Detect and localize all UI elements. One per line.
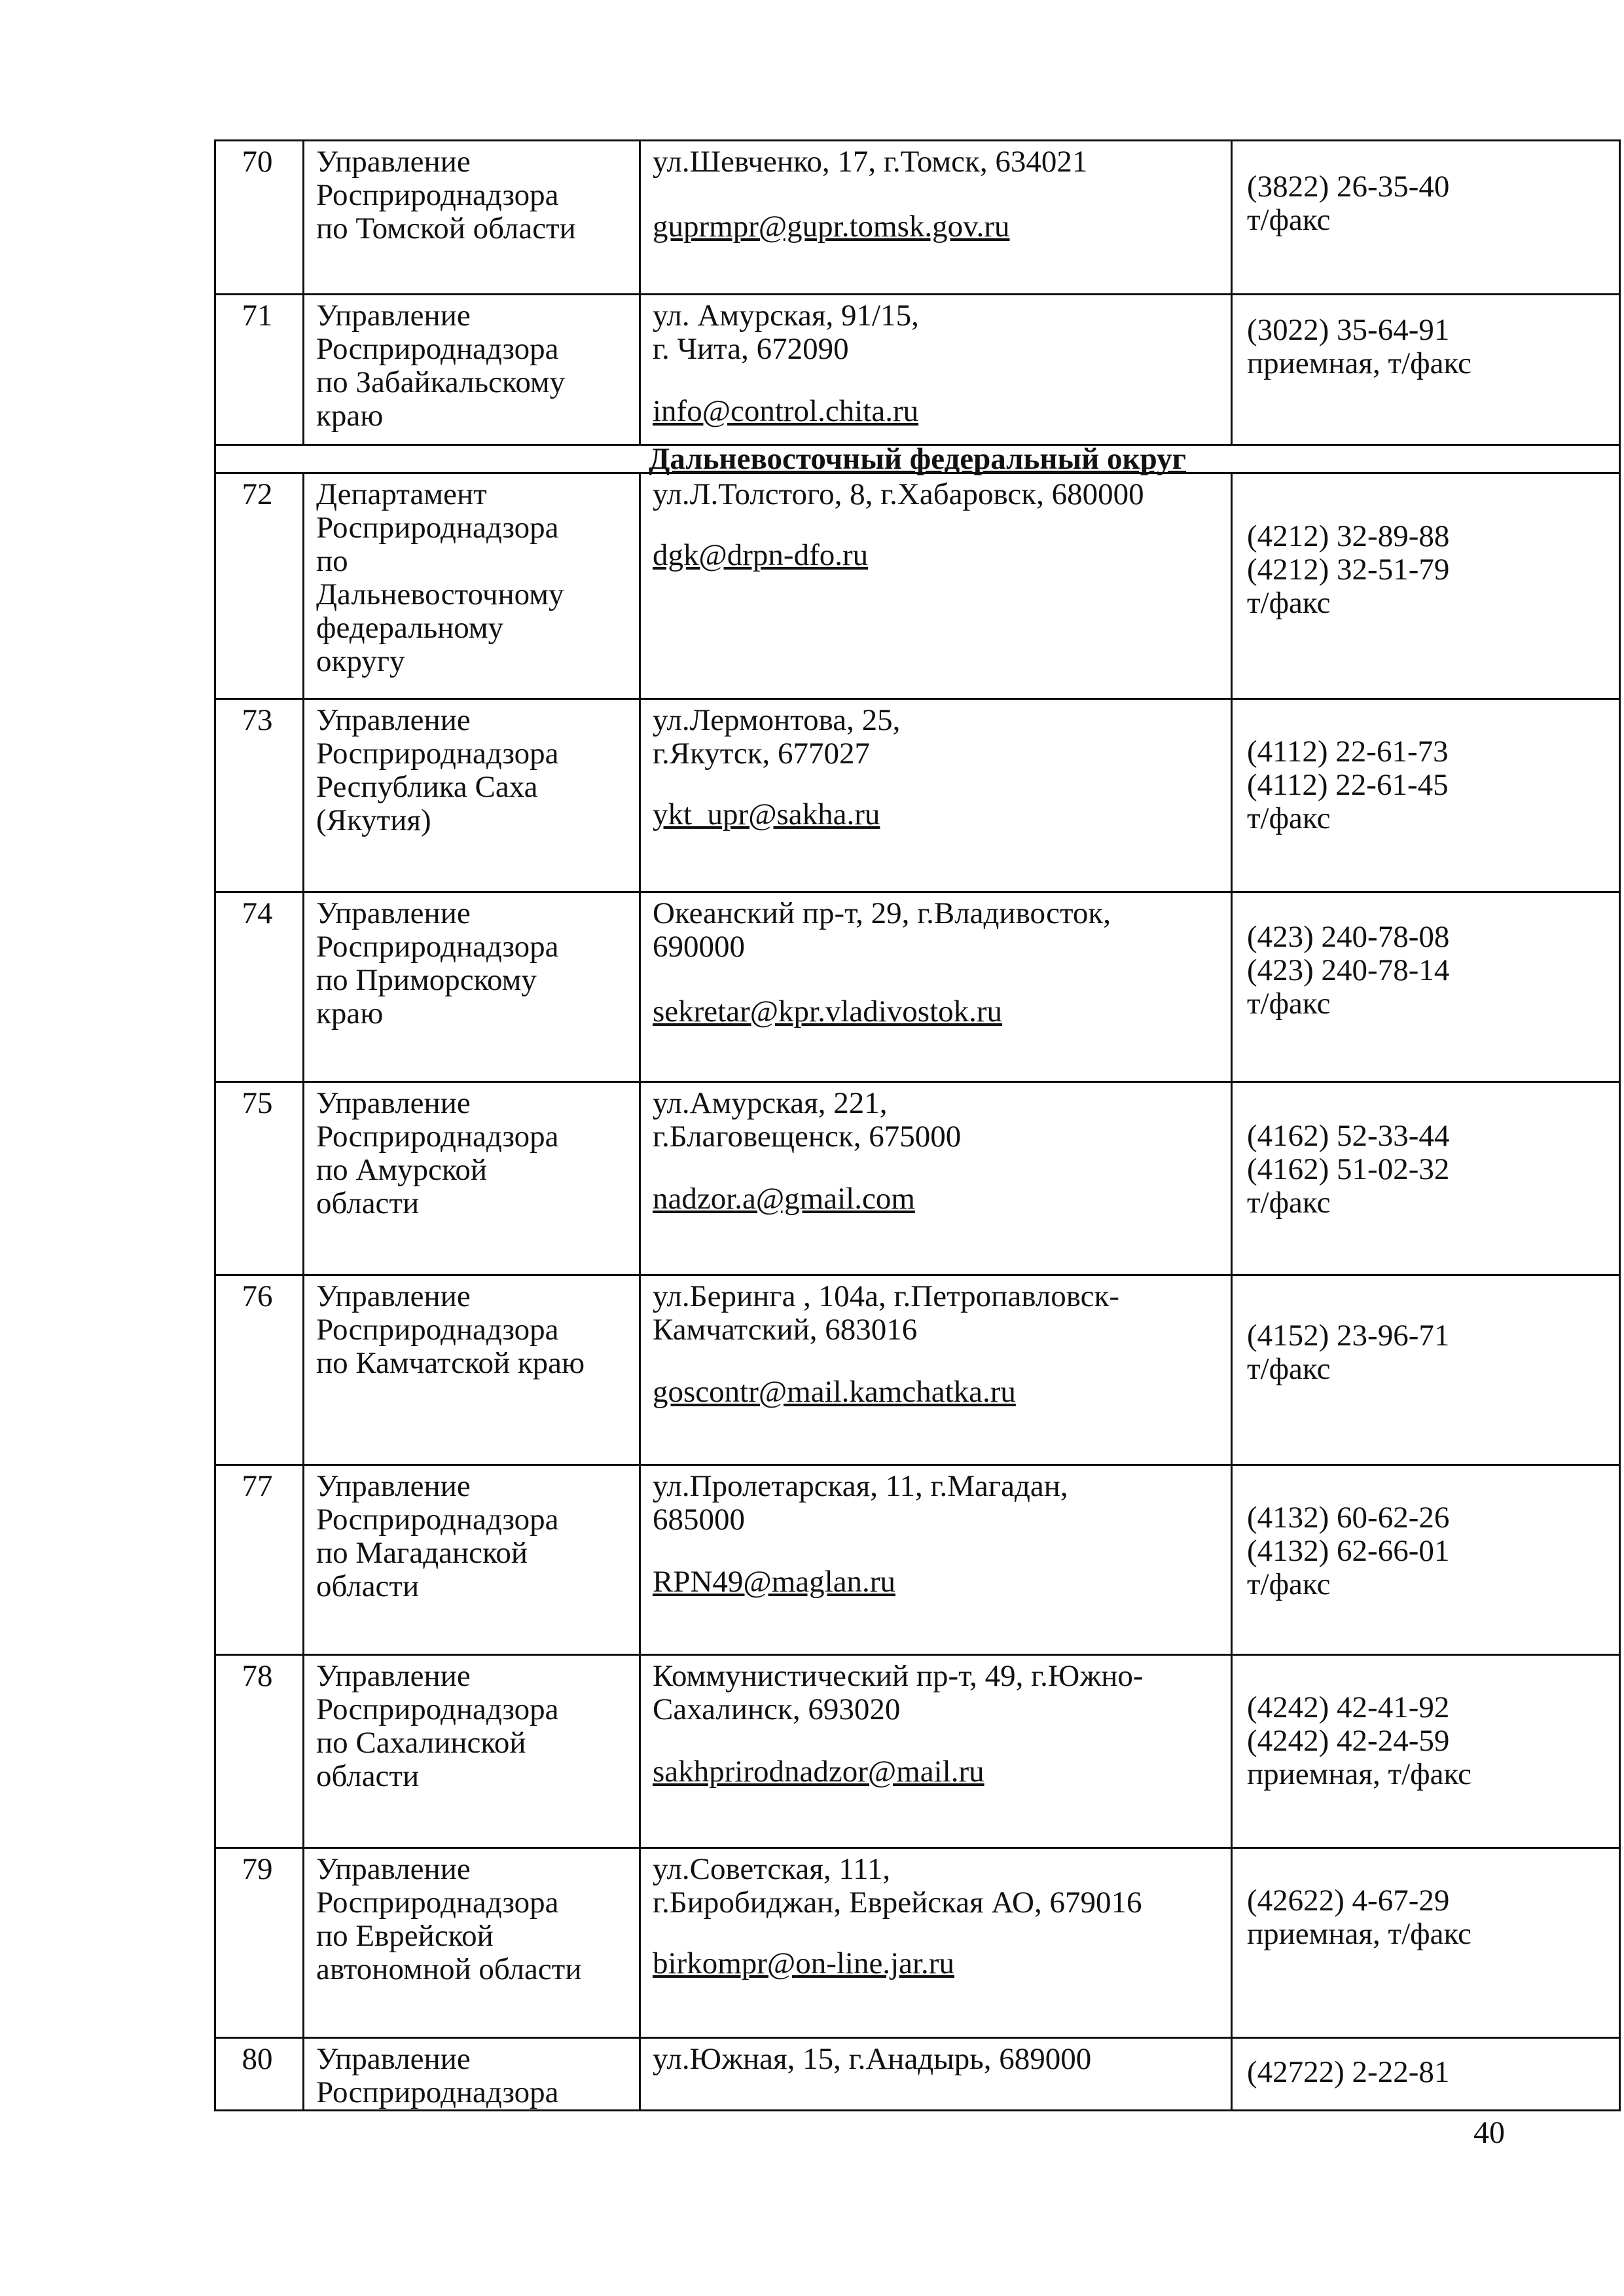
agency-name-line: области (316, 1759, 420, 1793)
address-line: г.Благовещенск, 675000 (653, 1120, 962, 1154)
agency-name-line: Росприроднадзора (316, 1692, 559, 1726)
phone-block (1247, 1470, 1612, 1601)
phone-cell (1232, 473, 1620, 699)
email-link[interactable]: info@control.chita.ru (653, 394, 919, 428)
phone-line: (4242) 42-41-92 (1247, 1690, 1450, 1724)
phone-line: (4132) 60-62-26 (1247, 1501, 1450, 1535)
address-line: 685000 (653, 1503, 745, 1537)
phone-line: (4132) 62-66-01 (1247, 1534, 1450, 1568)
row-number: 70 (215, 141, 304, 295)
row-number: 77 (215, 1465, 304, 1655)
phone-line: (4112) 22-61-45 (1247, 768, 1449, 802)
agency-name-cell (304, 1848, 640, 2038)
email-link[interactable]: guprmpr@gupr.tomsk.gov.ru (653, 210, 1010, 244)
row-number: 75 (215, 1082, 304, 1275)
phone-cell (1232, 1655, 1620, 1848)
phone-cell (1232, 1848, 1620, 2038)
row-number: 76 (215, 1275, 304, 1465)
phone-line: (423) 240-78-08 (1247, 920, 1450, 954)
agency-name-line: по Еврейской (316, 1919, 494, 1953)
phone-line: (423) 240-78-14 (1247, 953, 1450, 987)
agency-name-line: Дальневосточному (316, 577, 564, 611)
phone-line: т/факс (1247, 987, 1331, 1021)
phone-line: приемная, т/факс (1247, 1757, 1471, 1791)
agency-name-line: Республика Саха (316, 770, 538, 804)
table-row (215, 2038, 1620, 2111)
row-number: 74 (215, 892, 304, 1082)
phone-line: (3022) 35-64-91 (1247, 313, 1450, 347)
phone-block (1247, 478, 1612, 620)
row-number: 79 (215, 1848, 304, 2038)
phone-line: (4112) 22-61-73 (1247, 735, 1449, 769)
agency-name-line: по Томской области (316, 211, 576, 246)
phone-cell (1232, 2038, 1620, 2111)
agency-contacts-table (214, 139, 1621, 2111)
email-link[interactable]: sekretar@kpr.vladivostok.ru (653, 994, 1003, 1029)
table-row (215, 1082, 1620, 1275)
address-cell (640, 1848, 1232, 2038)
agency-name-line: Управление (316, 1086, 471, 1120)
table-row (215, 1465, 1620, 1655)
phone-line: приемная, т/факс (1247, 1917, 1471, 1951)
address-cell (640, 1275, 1232, 1465)
agency-name-line: Управление (316, 1279, 471, 1313)
agency-name-line: по Амурской (316, 1153, 488, 1187)
address-cell (640, 473, 1232, 699)
agency-name-line: по Приморскому (316, 963, 537, 997)
phone-cell (1232, 1275, 1620, 1465)
address-line: 690000 (653, 930, 745, 964)
agency-name-line: Росприроднадзора (316, 2075, 559, 2109)
phone-line: т/факс (1247, 1352, 1331, 1386)
agency-name-cell (304, 1655, 640, 1848)
agency-name-line: по (316, 544, 348, 578)
table-row (215, 892, 1620, 1082)
email-link[interactable]: sakhprirodnadzor@mail.ru (653, 1755, 984, 1789)
agency-name-line: Управление (316, 896, 471, 930)
phone-block (1247, 1087, 1612, 1220)
agency-name-line: автономной области (316, 1952, 582, 1986)
phone-block (1247, 1280, 1612, 1386)
agency-name-line: Росприроднадзора (316, 1313, 559, 1347)
agency-name-line: по Камчатской краю (316, 1346, 585, 1380)
phone-line: т/факс (1247, 1567, 1331, 1601)
address-line: Камчатский, 683016 (653, 1313, 918, 1347)
address-line: ул.Амурская, 221, (653, 1086, 888, 1120)
agency-name-line: Росприроднадзора (316, 178, 559, 212)
address-line: г. Чита, 672090 (653, 332, 849, 366)
phone-line: т/факс (1247, 801, 1331, 835)
region-header-row (215, 445, 1620, 473)
phone-cell (1232, 1465, 1620, 1655)
agency-name-line: Росприроднадзора (316, 1503, 559, 1537)
agency-name-line: по Сахалинской (316, 1726, 526, 1760)
agency-name-line: краю (316, 399, 384, 433)
phone-line: т/факс (1247, 203, 1331, 237)
table-section-siberia (215, 141, 1620, 445)
address-line: Сахалинск, 693020 (653, 1692, 901, 1726)
address-line: ул.Советская, 111, (653, 1852, 891, 1886)
table-row (215, 295, 1620, 445)
phone-block (1247, 1660, 1612, 1791)
table-row (215, 141, 1620, 295)
phone-line: (42622) 4-67-29 (1247, 1884, 1450, 1918)
agency-name-line: по Забайкальскому (316, 365, 566, 399)
phone-line: (4212) 32-89-88 (1247, 519, 1450, 553)
phone-block (1247, 299, 1612, 380)
email-link[interactable]: nadzor.a@gmail.com (653, 1182, 915, 1216)
address-cell (640, 1465, 1232, 1655)
agency-name-line: Росприроднадзора (316, 1120, 559, 1154)
address-line: ул.Шевченко, 17, г.Томск, 634021 (653, 145, 1088, 179)
row-number: 72 (215, 473, 304, 699)
agency-name-line: Управление (316, 2042, 471, 2076)
phone-block (1247, 897, 1612, 1021)
email-link[interactable]: birkompr@on-line.jar.ru (653, 1946, 954, 1980)
address-line: г.Якутск, 677027 (653, 737, 871, 771)
email-link[interactable]: dgk@drpn-dfo.ru (653, 538, 869, 572)
agency-name-cell (304, 892, 640, 1082)
table-row (215, 1655, 1620, 1848)
address-cell (640, 699, 1232, 892)
address-cell (640, 2038, 1232, 2111)
table-section-far-east (215, 473, 1620, 2038)
address-line: г.Биробиджан, Еврейская АО, 679016 (653, 1886, 1142, 1920)
address-line: ул.Беринга , 104а, г.Петропавловск- (653, 1279, 1119, 1313)
agency-name-line: Росприроднадзора (316, 1886, 559, 1920)
agency-name-line: Управление (316, 145, 471, 179)
agency-name-cell (304, 1082, 640, 1275)
phone-cell (1232, 295, 1620, 445)
phone-line: (4242) 42-24-59 (1247, 1724, 1450, 1758)
agency-name-line: Росприроднадзора (316, 332, 559, 366)
agency-name-line: Росприроднадзора (316, 737, 559, 771)
agency-name-line: округу (316, 644, 405, 678)
agency-name-line: области (316, 1186, 420, 1220)
phone-block (1247, 704, 1612, 835)
agency-name-cell (304, 699, 640, 892)
table-row (215, 699, 1620, 892)
agency-name-line: Департамент (316, 477, 487, 511)
phone-cell (1232, 892, 1620, 1082)
agency-name-cell (304, 295, 640, 445)
address-line: ул.Лермонтова, 25, (653, 703, 901, 737)
agency-name-cell (304, 1275, 640, 1465)
phone-line: (3822) 26-35-40 (1247, 170, 1450, 204)
address-line: ул.Южная, 15, г.Анадырь, 689000 (653, 2042, 1092, 2076)
agency-name-line: федеральному (316, 611, 504, 645)
agency-name-line: Росприроднадзора (316, 511, 559, 545)
address-cell (640, 1082, 1232, 1275)
agency-name-line: Управление (316, 703, 471, 737)
phone-cell (1232, 699, 1620, 892)
table-section-region-header (215, 442, 1620, 476)
agency-name-line: по Магаданской (316, 1536, 528, 1570)
email-link[interactable]: goscontr@mail.kamchatka.ru (653, 1375, 1016, 1409)
email-link[interactable]: RPN49@maglan.ru (653, 1565, 895, 1599)
agency-name-cell (304, 141, 640, 295)
table-section-last (215, 2038, 1620, 2111)
address-cell (640, 892, 1232, 1082)
row-number: 71 (215, 295, 304, 445)
phone-block (1247, 1853, 1612, 1951)
phone-line: (42722) 2-22-81 (1247, 2055, 1450, 2089)
address-line: ул. Амурская, 91/15, (653, 299, 919, 333)
table-row (215, 1848, 1620, 2038)
page-number: 40 (1473, 2115, 1505, 2150)
agency-name-line: (Якутия) (316, 803, 431, 837)
address-line: ул.Пролетарская, 11, г.Магадан, (653, 1469, 1068, 1503)
phone-block (1247, 145, 1612, 237)
address-cell (640, 141, 1232, 295)
phone-cell (1232, 141, 1620, 295)
row-number: 73 (215, 699, 304, 892)
phone-line: приемная, т/факс (1247, 346, 1471, 380)
address-line: ул.Л.Толстого, 8, г.Хабаровск, 680000 (653, 477, 1144, 511)
phone-line: (4162) 52-33-44 (1247, 1119, 1450, 1153)
address-cell (640, 295, 1232, 445)
agency-name-cell (304, 473, 640, 699)
address-line: Коммунистический пр-т, 49, г.Южно- (653, 1659, 1144, 1693)
phone-line: (4212) 32-51-79 (1247, 553, 1450, 587)
phone-cell (1232, 1082, 1620, 1275)
address-cell (640, 1655, 1232, 1848)
agency-name-line: Управление (316, 1852, 471, 1886)
agency-name-line: краю (316, 996, 384, 1030)
agency-name-line: области (316, 1569, 420, 1603)
agency-name-cell (304, 2038, 640, 2111)
table-row (215, 1275, 1620, 1465)
agency-name-cell (304, 1465, 640, 1655)
row-number: 78 (215, 1655, 304, 1848)
phone-line: (4152) 23-96-71 (1247, 1319, 1450, 1353)
region-header: Дальневосточный федеральный округ (215, 445, 1620, 473)
phone-line: т/факс (1247, 1186, 1331, 1220)
agency-name-line: Управление (316, 1469, 471, 1503)
phone-line: (4162) 51-02-32 (1247, 1152, 1450, 1186)
row-number: 80 (215, 2038, 304, 2111)
table-row (215, 473, 1620, 699)
phone-line: т/факс (1247, 586, 1331, 620)
agency-name-line: Управление (316, 299, 471, 333)
email-link[interactable]: ykt_upr@sakha.ru (653, 797, 880, 831)
address-line: Океанский пр-т, 29, г.Владивосток, (653, 896, 1111, 930)
agency-name-line: Росприроднадзора (316, 930, 559, 964)
agency-name-line: Управление (316, 1659, 471, 1693)
phone-block (1247, 2043, 1612, 2089)
